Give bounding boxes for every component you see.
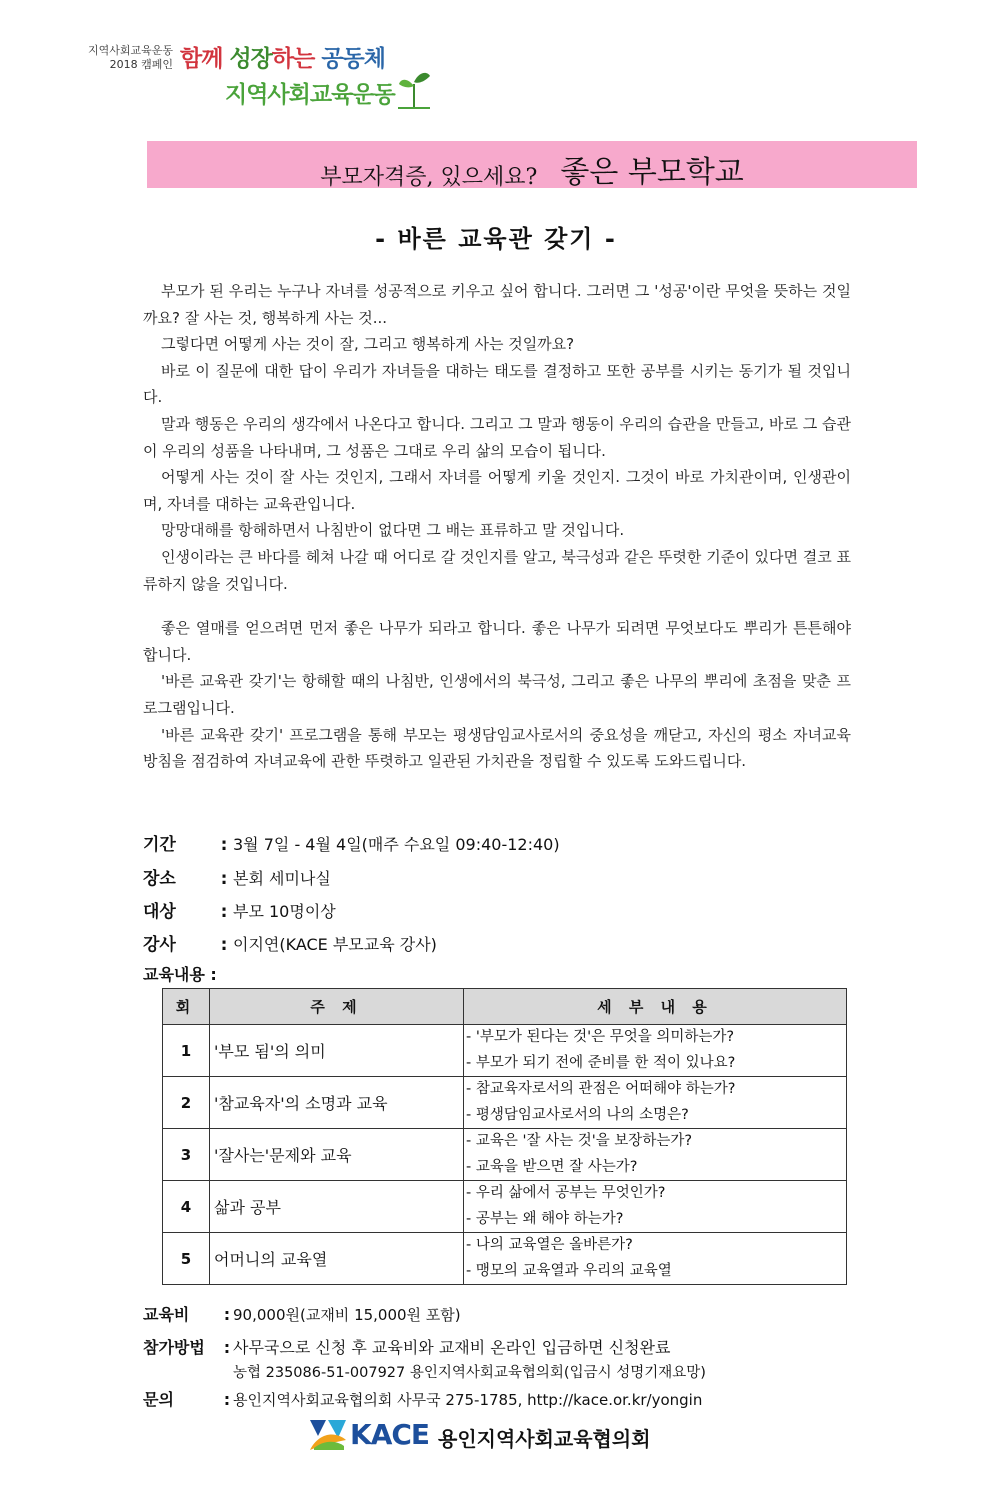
info-period-label: 기간 (143, 835, 176, 855)
session-number: 4 (163, 1181, 210, 1233)
info-place-value: 본회 세미나실 (233, 869, 331, 888)
campaign-headline-part4: 공동체 (321, 46, 385, 72)
info-lecturer-value: 이지연(KACE 부모교육 강사) (233, 935, 437, 954)
footer-colon: : (223, 1305, 231, 1324)
detail-line: - 교육은 '잘 사는 것'을 보장하는가? (466, 1133, 693, 1149)
bank-account: 농협 235086-51-007927 용인지역사회교육협의회(입금시 성명기재요망) (233, 1365, 706, 1381)
intro-paragraph: 말과 행동은 우리의 생각에서 나온다고 합니다. 그리고 그 말과 행동이 우리의 습관을 만들고, 바로 그 습관이 우리의 성품을 나타내며, 그 성품은 그대로 우리 삶의 모습이 됩니다. (143, 414, 851, 460)
detail-line: - 평생담임교사로서의 나의 소명은? (466, 1106, 689, 1123)
session-number: 2 (163, 1077, 210, 1129)
info-place-label: 장소 (143, 869, 176, 889)
banner-school-name: 좋은 부모학교 (560, 155, 744, 190)
detail-line: - 참교육자로서의 관점은 어떠해야 하는가? (466, 1081, 736, 1097)
detail-line: - 나의 교육열은 올바른가? (466, 1237, 633, 1253)
intro-paragraph: 좋은 열매를 얻으려면 먼저 좋은 나무가 되라고 합니다. 좋은 나무가 되려면 무엇보다도 뿌리가 튼튼해야 합니다. (143, 619, 851, 664)
sprout-icon (396, 68, 432, 110)
detail-line: - 우리 삶에서 공부는 무엇인가? (466, 1185, 666, 1201)
intro-paragraph: 인생이라는 큰 바다를 헤쳐 나갈 때 어디로 갈 것인지를 알고, 북극성과 같은 뚜렷한 기준이 있다면 결코 표류하지 않을 것입니다. (143, 547, 851, 593)
intro-paragraph: '바른 교육관 갖기'는 항해할 때의 나침반, 인생에서의 북극성, 그리고 좋은 나무의 뿌리에 초점을 맞춘 프로그램입니다. (143, 672, 851, 717)
detail-line: - 교육을 받으면 잘 사는가? (466, 1158, 638, 1175)
contact-row (143, 1387, 863, 1410)
session-detail (464, 1025, 847, 1077)
header-topic: 주 제 (210, 989, 464, 1025)
kace-logo-icon (308, 1418, 348, 1452)
detail-line: - 공부는 왜 해야 하는가? (466, 1210, 624, 1227)
session-detail (464, 1077, 847, 1129)
campaign-logo (70, 40, 450, 115)
intro-paragraph: 부모가 된 우리는 누구나 자녀를 성공적으로 키우고 싶어 합니다. 그러면 그 '성공'이란 무엇을 뜻하는 것일까요? 잘 사는 것, 행복하게 사는 것... (143, 282, 851, 327)
campaign-subline: 지역사회교육운동 (225, 82, 395, 108)
info-period (143, 830, 863, 855)
intro-paragraph: 그렇다면 어떻게 사는 것이 잘, 그리고 행복하게 사는 것일까요? (161, 335, 575, 354)
table-row (163, 1233, 847, 1285)
campaign-small-line1: 지역사회교육운동 (87, 44, 173, 57)
info-target-label: 대상 (143, 902, 176, 922)
info-colon: : (220, 902, 228, 922)
session-topic: '잘사는'문제와 교육 (210, 1129, 464, 1181)
intro-paragraph: 망망대해를 항해하면서 나침반이 없다면 그 배는 표류하고 말 것입니다. (161, 521, 625, 540)
kace-org-name: 용인지역사회교육협의회 (438, 1427, 651, 1451)
session-number: 1 (163, 1025, 210, 1077)
program-subtitle: - 바른 교육관 갖기 - (375, 225, 617, 253)
detail-line: - 맹모의 교육열과 우리의 교육열 (466, 1262, 672, 1279)
banner-question: 부모자격증, 있으세요? (320, 165, 538, 190)
curriculum-table (162, 988, 847, 1285)
session-topic: 어머니의 교육열 (210, 1233, 464, 1285)
footer-colon: : (223, 1390, 231, 1409)
table-row (163, 1181, 847, 1233)
intro-paragraph: 바로 이 질문에 대한 답이 우리가 자녀들을 대하는 태도를 결정하고 또한 공부를 시키는 동기가 될 것입니다. (143, 361, 851, 407)
detail-line: - '부모가 된다는 것'은 무엇을 의미하는가? (466, 1029, 735, 1045)
campaign-headline-part1: 함께 (180, 46, 230, 72)
apply-label: 참가방법 (143, 1338, 205, 1357)
session-detail (464, 1181, 847, 1233)
session-topic: 삶과 공부 (210, 1181, 464, 1233)
session-number: 3 (163, 1129, 210, 1181)
info-place (143, 864, 863, 889)
info-colon: : (220, 835, 228, 855)
info-target-value: 부모 10명이상 (233, 902, 336, 921)
fee-row (143, 1302, 863, 1325)
session-topic: '참교육자'의 소명과 교육 (210, 1077, 464, 1129)
info-period-value: 3월 7일 - 4월 4일(매주 수요일 09:40-12:40) (233, 835, 560, 854)
apply-row (143, 1335, 863, 1358)
contact-value: 용인지역사회교육협의회 사무국 275-1785, http://kace.or.kr/yongin (233, 1391, 703, 1409)
header-detail: 세 부 내 용 (464, 989, 847, 1025)
header-session: 회 (163, 989, 210, 1025)
intro-body (143, 278, 851, 775)
kace-wordmark: KACE (350, 1418, 430, 1451)
fee-label: 교육비 (143, 1305, 190, 1324)
kace-footer-logo (308, 1418, 688, 1452)
edu-content-label: 교육내용 : (143, 965, 217, 984)
table-row (163, 1129, 847, 1181)
campaign-headline-part3: 하는 (271, 46, 322, 72)
paragraph-gap (143, 597, 851, 615)
session-detail (464, 1233, 847, 1285)
info-lecturer-label: 강사 (143, 935, 176, 955)
table-header-row (163, 989, 847, 1025)
info-colon: : (220, 869, 228, 889)
session-topic: '부모 됨'의 의미 (210, 1025, 464, 1077)
intro-paragraph: 어떻게 사는 것이 잘 사는 것인지, 그래서 자녀를 어떻게 키울 것인지. 그것이 바로 가치관이며, 인생관이며, 자녀를 대하는 교육관입니다. (143, 468, 851, 513)
session-number: 5 (163, 1233, 210, 1285)
contact-label: 문의 (143, 1390, 174, 1409)
info-colon: : (220, 935, 228, 955)
footer-colon: : (223, 1338, 231, 1357)
info-lecturer (143, 930, 863, 955)
campaign-headline (180, 40, 385, 73)
info-target (143, 897, 863, 922)
table-row (163, 1025, 847, 1077)
fee-value: 90,000원(교재비 15,000원 포함) (233, 1306, 461, 1324)
table-row (163, 1077, 847, 1129)
campaign-small-line2: 2018 캠페인 (109, 58, 173, 71)
intro-paragraph: '바른 교육관 갖기' 프로그램을 통해 부모는 평생담임교사로서의 중요성을 깨닫고, 자신의 평소 자녀교육 방침을 점검하여 자녀교육에 관한 뚜렷하고 일관된 가치관을 정립할 수 있도록 도와드립니다. (143, 725, 851, 771)
title-banner (147, 141, 917, 188)
detail-line: - 부모가 되기 전에 준비를 한 적이 있나요? (466, 1054, 736, 1071)
apply-value: 사무국으로 신청 후 교육비와 교재비 온라인 입금하면 신청완료 (233, 1338, 671, 1357)
session-detail (464, 1129, 847, 1181)
campaign-headline-part2: 성장 (229, 46, 272, 72)
